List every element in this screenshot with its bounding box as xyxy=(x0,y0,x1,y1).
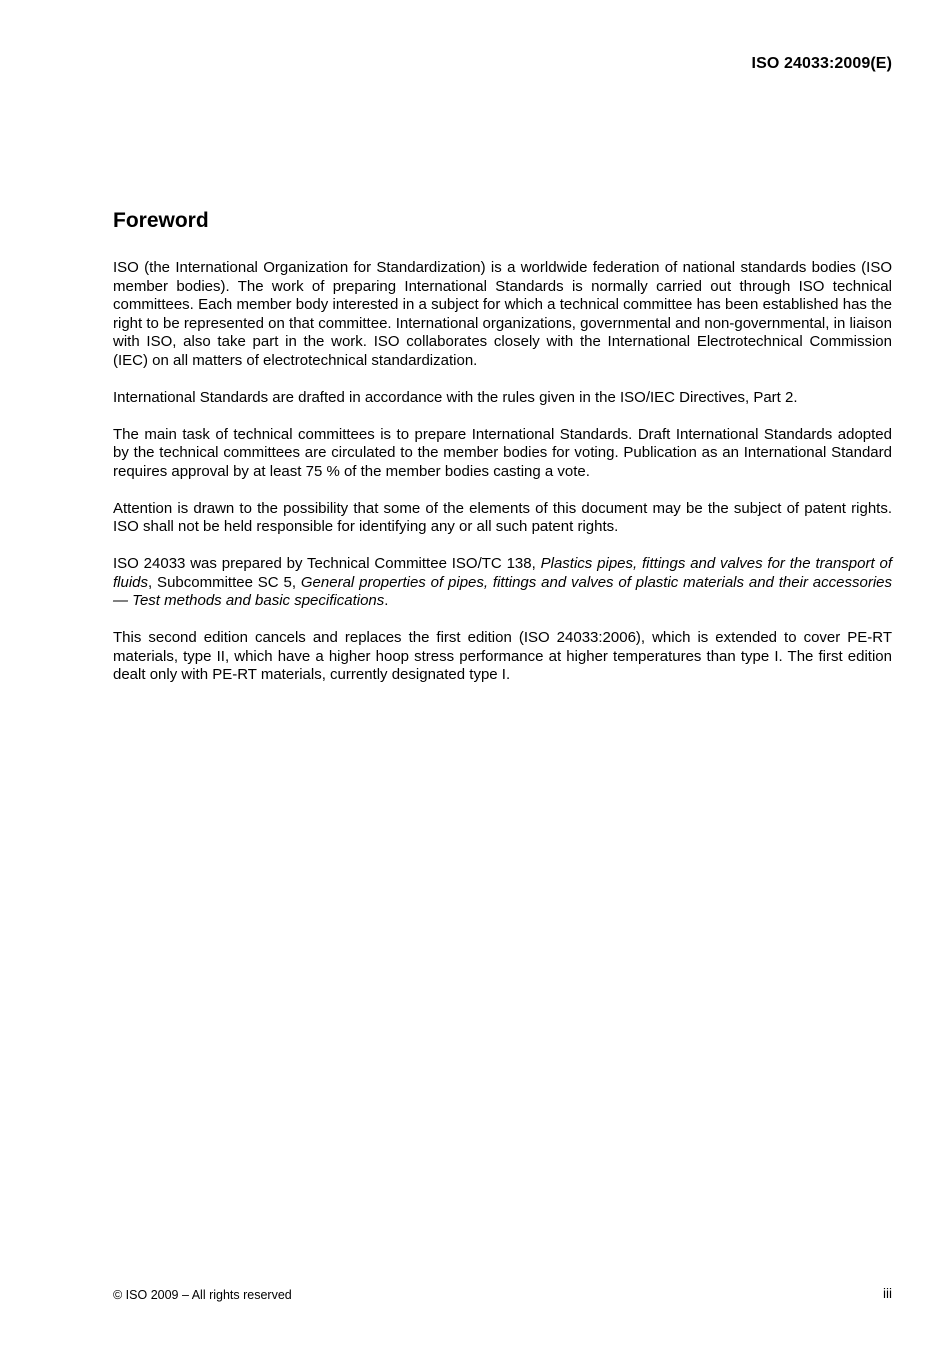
copyright-notice: © ISO 2009 – All rights reserved xyxy=(113,1288,292,1302)
paragraph-edition: This second edition cancels and replaces the first edition (ISO 24033:2006), which is extended to cover PE-RT materials, type II, which have a higher hoop stress performance at higher temperatures than type I. The first edition dealt only with PE-RT materials, currently designated type I. xyxy=(113,629,892,683)
paragraph-iso-federation: ISO (the International Organization for Standardization) is a worldwide federation of national standards bodies (ISO member bodies). The work of preparing International Standards is normally carried out through ISO technical committees. Each member body interested in a subject for which a technical committee has been established has the right to be represented on that committee. International organizations, governmental and non-governmental, in liaison with ISO, also take part in the work. ISO collaborates closely with the International Electrotechnical Commission (IEC) on all matters of electrotechnical standardization. xyxy=(113,259,892,369)
paragraph-patent-rights: Attention is drawn to the possibility that some of the elements of this document may be the subject of patent rights. ISO shall not be held responsible for identifying any or all such patent rights. xyxy=(113,499,892,535)
paragraph-prepared-by xyxy=(113,555,892,611)
prepared-by-text-1: ISO 24033 was prepared by Technical Committee ISO/TC 138, xyxy=(113,555,541,572)
foreword-body xyxy=(113,259,892,703)
document-id: ISO 24033:2009(E) xyxy=(751,55,892,72)
paragraph-directives: International Standards are drafted in accordance with the rules given in the ISO/IEC Directives, Part 2. xyxy=(113,388,798,406)
committee-title: Plastics pipes, fittings and valves for the transport of fluids xyxy=(113,555,892,591)
subcommittee-title: General properties of pipes, fittings and valves of plastic materials and their accessories — Test methods and basic specifications xyxy=(113,573,892,609)
page-number: iii xyxy=(883,1286,892,1301)
paragraph-main-task: The main task of technical committees is to prepare International Standards. Draft International Standards adopted by the technical committees are circulated to the member bodies for voting. Publication as an International Standard requires approval by at least 75 % of the member bodies casting a vote. xyxy=(113,425,892,480)
prepared-by-text-3: . xyxy=(384,592,389,609)
prepared-by-text-2: , Subcommittee SC 5, xyxy=(148,573,301,591)
section-title: Foreword xyxy=(113,209,209,232)
